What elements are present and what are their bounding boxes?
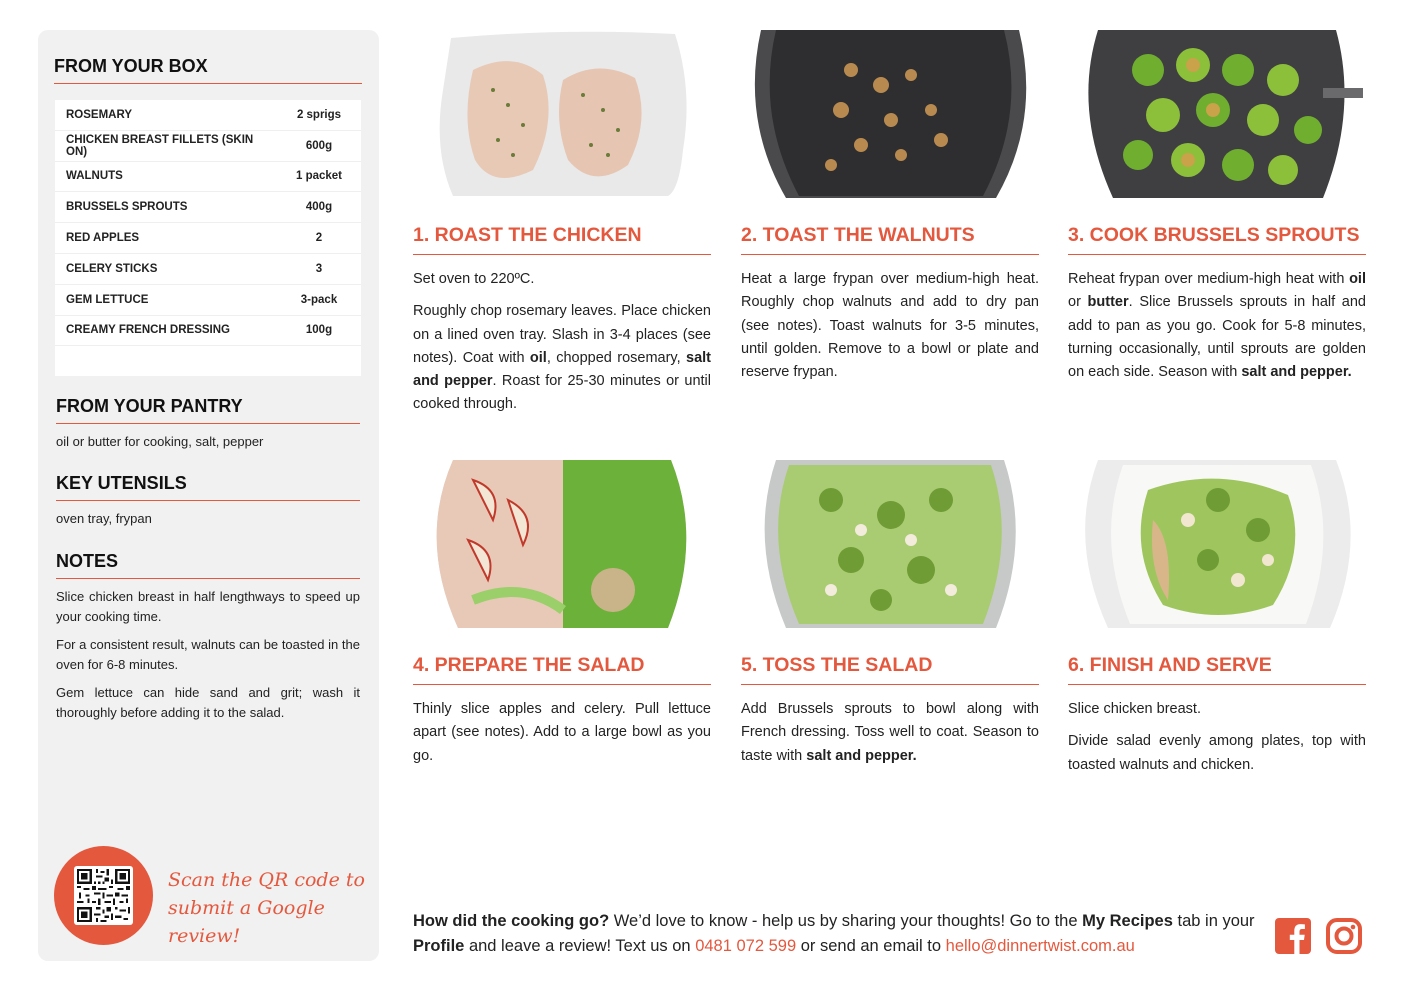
- qr-caption-line: Scan the QR code to: [168, 869, 365, 891]
- instagram-icon[interactable]: [1326, 918, 1362, 954]
- ingredient-row: [55, 131, 361, 162]
- step-paragraph: Slice chicken breast.: [1068, 701, 1201, 717]
- ingredient-qty: 100g: [305, 324, 333, 337]
- qr-badge: [54, 846, 153, 945]
- step-paragraph: Heat a large frypan over medium-high heat. Roughly chop walnuts and add to dry pan (see notes). Toast walnuts for 3-5 minutes, until golden. Remove to a bowl or plate and reserve frypan.: [741, 271, 1039, 381]
- ingredient-row: [55, 100, 361, 131]
- utensils-section: [56, 473, 360, 529]
- profile-link: Profile: [413, 937, 465, 955]
- ingredient-qty: 400g: [305, 201, 333, 214]
- toss-salad-photo: [741, 460, 1039, 628]
- utensils-title: KEY UTENSILS: [56, 473, 360, 501]
- step-paragraph: Thinly slice apples and celery. Pull lettuce apart (see notes). Add to a large bowl as you go.: [413, 701, 711, 764]
- step-2: [741, 224, 1039, 384]
- step-5: [741, 654, 1039, 768]
- notes-section: [56, 551, 360, 723]
- step-title: 1. ROAST THE CHICKEN: [413, 224, 711, 255]
- my-recipes-link: My Recipes: [1082, 912, 1173, 930]
- step-paragraph: Roughly chop rosemary leaves. Place chicken on a lined oven tray. Slash in 3-4 places (see notes). Coat with oil, chopped rosemary, salt and pepper. Roast for 25-30 minutes or until cooked through.: [413, 303, 711, 413]
- ingredient-name: CELERY STICKS: [66, 262, 158, 275]
- step-title: 6. FINISH AND SERVE: [1068, 654, 1366, 685]
- footer-question: How did the cooking go?: [413, 912, 610, 930]
- ingredient-qty: 600g: [305, 139, 333, 152]
- step-3: [1068, 224, 1366, 384]
- note: Slice chicken breast in half lengthways to speed up your cooking time.: [56, 589, 360, 624]
- ingredient-row: [55, 254, 361, 285]
- ingredients-table: [55, 100, 361, 376]
- qr-caption-line: submit a Google review!: [168, 897, 325, 947]
- step-title: 2. TOAST THE WALNUTS: [741, 224, 1039, 255]
- utensils-text: oven tray, frypan: [56, 511, 152, 526]
- step-title: 3. COOK BRUSSELS SPROUTS: [1068, 224, 1366, 255]
- notes-title: NOTES: [56, 551, 360, 579]
- step-1: [413, 224, 711, 417]
- ingredient-qty: 3-pack: [300, 293, 338, 306]
- ingredient-name: CHICKEN BREAST FILLETS (SKIN ON): [66, 133, 254, 158]
- step-paragraph: Set oven to 220ºC.: [413, 271, 535, 287]
- ingredient-name: RED APPLES: [66, 232, 140, 245]
- step-4: [413, 654, 711, 768]
- email-link[interactable]: hello@dinnertwist.com.au: [945, 937, 1135, 955]
- finish-serve-photo: [1068, 460, 1366, 628]
- prepare-salad-photo: [413, 460, 711, 628]
- ingredient-name: BRUSSELS SPROUTS: [66, 201, 188, 214]
- from-your-box-title: FROM YOUR BOX: [54, 56, 362, 84]
- step-paragraph: Reheat frypan over medium-high heat with oil or butter. Slice Brussels sprouts in half and add to pan as you go. Cook for 5-8 minutes, turning occasionally, until sprouts are golden on each side. Season with salt and pepper.: [1068, 271, 1366, 381]
- step-paragraph: Divide salad evenly among plates, top with toasted walnuts and chicken.: [1068, 733, 1366, 773]
- qr-code-icon[interactable]: [74, 866, 133, 925]
- note: Gem lettuce can hide sand and grit; wash it thoroughly before adding it to the salad.: [56, 685, 360, 720]
- roast-chicken-photo: [413, 30, 711, 198]
- ingredient-name: CREAMY FRENCH DRESSING: [66, 324, 230, 337]
- ingredient-row: [55, 316, 361, 347]
- facebook-icon[interactable]: [1275, 918, 1311, 954]
- ingredient-qty: 1 packet: [295, 170, 343, 183]
- pantry-text: oil or butter for cooking, salt, pepper: [56, 434, 264, 449]
- ingredient-row: [55, 223, 361, 254]
- pantry-title: FROM YOUR PANTRY: [56, 396, 360, 424]
- ingredient-row: [55, 192, 361, 223]
- ingredient-row: [55, 162, 361, 193]
- ingredient-name: ROSEMARY: [66, 108, 133, 121]
- toast-walnuts-photo: [741, 30, 1039, 198]
- review-footer: How did the cooking go? We’d love to know - help us by sharing your thoughts! Go to the My Recipes tab in your Profile and leave a review! Text us on 0481 072 599 or send an email to hello@dinnertwist.com.au: [413, 912, 1255, 955]
- sidebar: [38, 30, 379, 961]
- step-title: 4. PREPARE THE SALAD: [413, 654, 711, 685]
- qr-caption: [168, 866, 368, 950]
- ingredient-name: GEM LETTUCE: [66, 293, 149, 306]
- ingredient-qty: 3: [315, 262, 323, 275]
- phone-link[interactable]: 0481 072 599: [695, 937, 797, 955]
- ingredient-qty: 2: [315, 232, 323, 245]
- pantry-section: [56, 396, 360, 452]
- step-6: [1068, 654, 1366, 777]
- ingredient-qty: 2 sprigs: [296, 108, 342, 121]
- brussels-sprouts-photo: [1068, 30, 1366, 198]
- ingredient-row: [55, 285, 361, 316]
- step-title: 5. TOSS THE SALAD: [741, 654, 1039, 685]
- step-paragraph: Add Brussels sprouts to bowl along with French dressing. Toss well to coat. Season to taste with salt and pepper.: [741, 701, 1039, 764]
- ingredient-name: WALNUTS: [66, 170, 123, 183]
- note: For a consistent result, walnuts can be toasted in the oven for 6-8 minutes.: [56, 637, 360, 672]
